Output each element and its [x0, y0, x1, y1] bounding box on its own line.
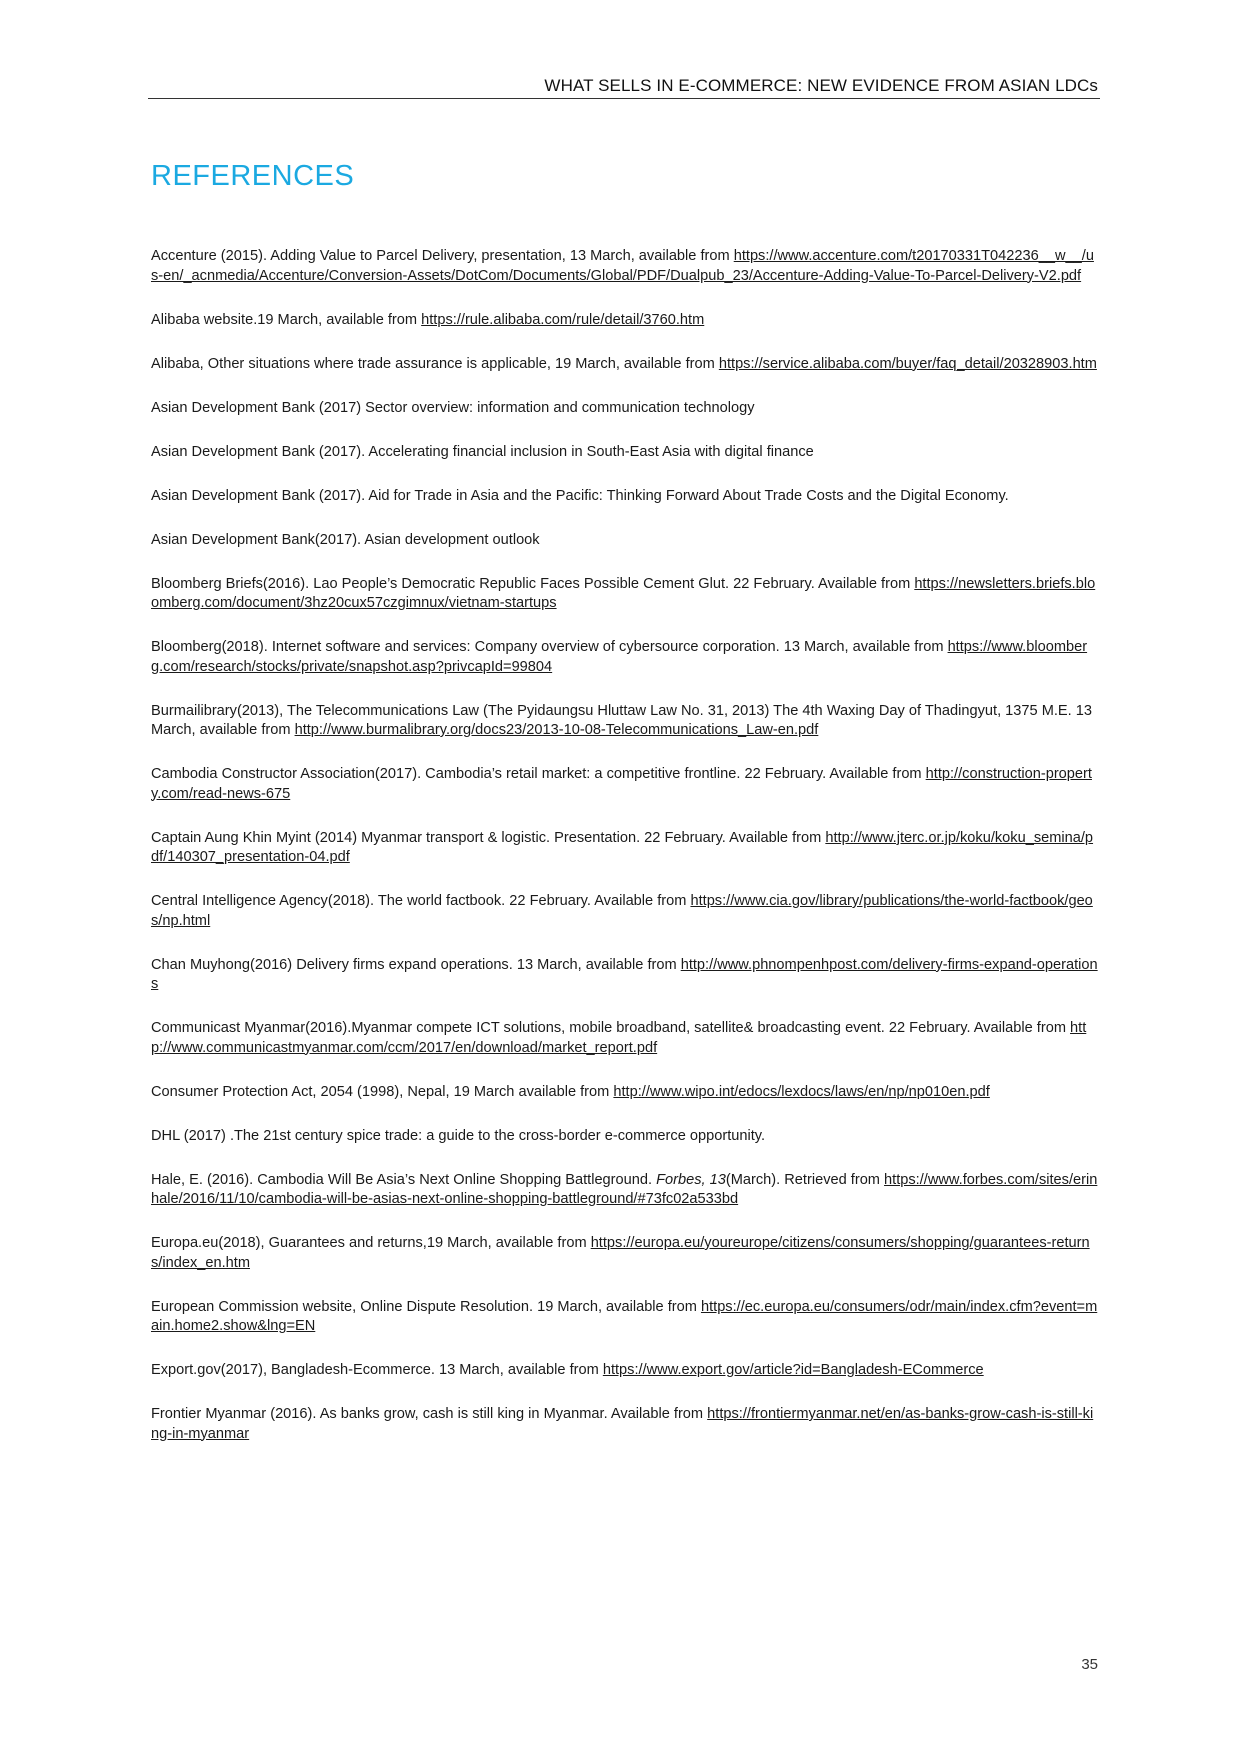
reference-journal: Forbes, 13 — [656, 1171, 726, 1188]
reference-text: Alibaba website.19 March, available from — [151, 311, 418, 328]
reference-text-continued: (March). Retrieved from — [725, 1171, 880, 1188]
reference-text: Consumer Protection Act, 2054 (1998), Nepal, 19 March available from — [151, 1083, 610, 1100]
header-rule — [148, 98, 1100, 99]
reference-link[interactable]: https://service.alibaba.com/buyer/faq_detail/20328903.htm — [718, 355, 1097, 372]
reference-link[interactable]: http://www.communicastmyanmar.com/ccm/2017/en/download/market_report.pdf — [151, 1020, 1087, 1056]
reference-link[interactable]: http://www.jterc.or.jp/koku/koku_semina/pdf/140307_presentation-04.pdf — [151, 829, 1094, 865]
reference-text: Frontier Myanmar (2016). As banks grow, cash is still king in Myanmar. Available from — [151, 1406, 704, 1422]
reference-link[interactable]: https://europa.eu/youreurope/citizens/consumers/shopping/guarantees-returns/index_en.htm — [151, 1235, 1090, 1271]
reference-link[interactable]: https://www.forbes.com/sites/erinhale/2016/11/10/cambodia-will-be-asias-next-online-shopping-battleground/#73fc02a533bd — [151, 1171, 1098, 1207]
reference-text: Asian Development Bank (2017) Sector overview: information and communication technology — [151, 399, 755, 416]
reference-text: Accenture (2015). Adding Value to Parcel Delivery, presentation, 13 March, available from — [151, 248, 730, 264]
reference-text: Export.gov(2017), Bangladesh-Ecommerce. 13 March, available from — [151, 1362, 599, 1378]
reference-text: Cambodia Constructor Association(2017). Cambodia’s retail market: a competitive frontline. 22 February. Available from — [151, 766, 922, 782]
reference-entry — [151, 1361, 1099, 1381]
reference-text: Europa.eu(2018), Guarantees and returns,19 March, available from — [151, 1235, 587, 1251]
reference-entry — [151, 765, 1099, 804]
reference-link[interactable]: http://www.wipo.int/edocs/lexdocs/laws/en/np/np010en.pdf — [613, 1083, 990, 1100]
reference-entry — [151, 399, 1099, 419]
reference-entry — [151, 1405, 1099, 1444]
reference-link[interactable]: http://www.phnompenhpost.com/delivery-firms-expand-operations — [151, 956, 1098, 992]
reference-entry — [151, 1171, 1099, 1210]
reference-entry — [151, 1083, 1099, 1103]
reference-text: Bloomberg(2018). Internet software and services: Company overview of cybersource corporation. 13 March, available from — [151, 639, 944, 655]
reference-entry — [151, 1127, 1099, 1147]
reference-entry — [151, 575, 1099, 614]
reference-entry — [151, 443, 1099, 463]
reference-link[interactable]: https://ec.europa.eu/consumers/odr/main/index.cfm?event=main.home2.show&lng=EN — [151, 1298, 1098, 1334]
reference-text: Communicast Myanmar(2016).Myanmar compete ICT solutions, mobile broadband, satellite& broadcasting event. 22 February. Available from — [151, 1020, 1066, 1036]
reference-link[interactable]: https://newsletters.briefs.bloomberg.com/document/3hz20cux57czgimnux/vietnam-startups — [151, 575, 1096, 611]
reference-entry — [151, 702, 1099, 741]
page-number: 35 — [1081, 1656, 1098, 1673]
reference-link[interactable]: http://construction-property.com/read-news-675 — [151, 766, 1092, 802]
reference-entry — [151, 1019, 1099, 1058]
header-title: WHAT SELLS IN E-COMMERCE: NEW EVIDENCE FROM ASIAN LDCs — [544, 76, 1098, 95]
reference-link[interactable]: https://frontiermyanmar.net/en/as-banks-grow-cash-is-still-king-in-myanmar — [151, 1406, 1094, 1442]
reference-text: Asian Development Bank(2017). Asian development outlook — [151, 531, 540, 548]
reference-link[interactable]: https://www.export.gov/article?id=Bangladesh-ECommerce — [602, 1362, 984, 1378]
references-heading: REFERENCES — [151, 160, 355, 192]
reference-text: Central Intelligence Agency(2018). The world factbook. 22 February. Available from — [151, 893, 687, 909]
reference-link[interactable]: https://www.bloomberg.com/research/stocks/private/snapshot.asp?privcapId=99804 — [151, 639, 1088, 675]
reference-text: Asian Development Bank (2017). Aid for Trade in Asia and the Pacific: Thinking Forward About Trade Costs and the Digital Economy. — [151, 487, 1009, 504]
reference-entry — [151, 1234, 1099, 1273]
reference-text: European Commission website, Online Dispute Resolution. 19 March, available from — [151, 1298, 697, 1315]
reference-link[interactable]: https://rule.alibaba.com/rule/detail/3760.htm — [421, 311, 705, 328]
reference-entry — [151, 829, 1099, 868]
reference-entry — [151, 638, 1099, 677]
reference-text: Bloomberg Briefs(2016). Lao People’s Democratic Republic Faces Possible Cement Glut. 22 February. Available from — [151, 575, 911, 592]
reference-text: Asian Development Bank (2017). Accelerating financial inclusion in South-East Asia with digital finance — [151, 443, 814, 460]
reference-entry — [151, 487, 1099, 507]
reference-entry — [151, 355, 1099, 375]
reference-entry — [151, 1298, 1099, 1337]
reference-entry — [151, 311, 1099, 331]
reference-link[interactable]: https://www.accenture.com/t20170331T042236__w__/us-en/_acnmedia/Accenture/Conversion-Assets/DotCom/Documents/Global/PDF/Dualpub_23/Accenture-Adding-Value-To-Parcel-Delivery-V2.pdf — [151, 248, 1094, 284]
reference-text: DHL (2017) .The 21st century spice trade: a guide to the cross-border e-commerce opportunity. — [151, 1127, 766, 1144]
reference-text: Captain Aung Khin Myint (2014) Myanmar transport & logistic. Presentation. 22 February. Available from — [151, 829, 822, 846]
reference-text: Hale, E. (2016). Cambodia Will Be Asia’s Next Online Shopping Battleground. — [151, 1171, 653, 1188]
reference-text: Burmailibrary(2013), The Telecommunications Law (The Pyidaungsu Hluttaw Law No. 31, 2013) The 4th Waxing Day of Thadingyut, 1375 M.E. 13 March, available from — [151, 702, 1092, 738]
reference-entry — [151, 892, 1099, 931]
reference-link[interactable]: https://www.cia.gov/library/publications/the-world-factbook/geos/np.html — [151, 893, 1093, 929]
reference-text: Alibaba, Other situations where trade assurance is applicable, 19 March, available from — [151, 355, 715, 372]
reference-entry — [151, 956, 1099, 995]
reference-text: Chan Muyhong(2016) Delivery firms expand operations. 13 March, available from — [151, 956, 677, 973]
reference-link[interactable]: http://www.burmalibrary.org/docs23/2013-10-08-Telecommunications_Law-en.pdf — [294, 722, 819, 738]
reference-list — [151, 247, 1099, 1469]
reference-entry — [151, 247, 1099, 286]
reference-entry — [151, 531, 1099, 551]
